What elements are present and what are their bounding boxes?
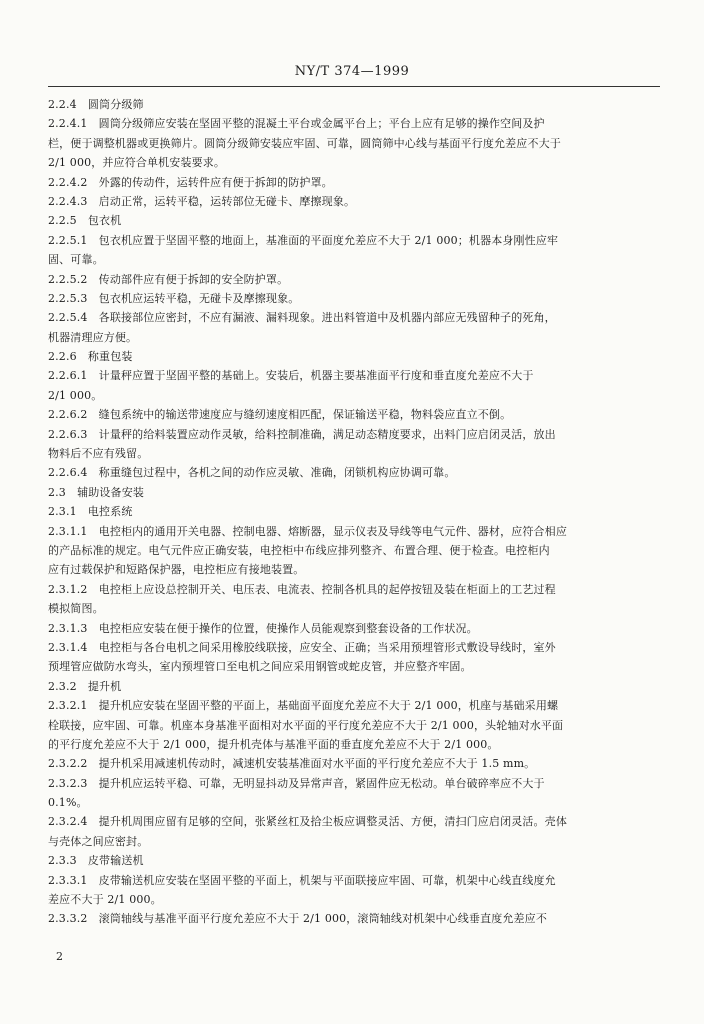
text-line: 2.2.4.2 外露的传动件，运转件应有便于拆卸的防护罩。 (48, 175, 333, 189)
text-line: 2.3.1.3 电控柜应安装在便于操作的位置，使操作人员能观察到整套设备的工作状况。 (48, 621, 478, 635)
text-line: 2.3.2 提升机 (48, 679, 122, 693)
text-line: 2.2.6.1 计量秤应置于坚固平整的基础上。安装后，机器主要基准面平行度和垂直度允差应不大于 (48, 369, 534, 383)
text-line: 2.2.4.1 圆筒分级筛应安装在坚固平整的混凝土平台或金属平台上；平台上应有足够的操作空间及护 (48, 117, 545, 131)
text-line: 物料后不应有残留。 (48, 447, 149, 461)
page-header: NY/T 374—1999 (294, 64, 410, 79)
text-line: 2.3.1.4 电控柜与各台电机之间采用橡胶线联接，应安全、正确；当采用预埋管形式敷设导线时，室外 (48, 640, 556, 654)
text-line: 2.2.6 称重包装 (48, 350, 133, 364)
text-line: 2.3.3.2 滚筒轴线与基准平面平行度允差应不大于 2/1 000，滚筒轴线对机架中心线垂直度允差应不 (48, 912, 547, 926)
text-line: 2.2.5 包衣机 (48, 214, 122, 228)
text-line: 2/1 000，并应符合单机安装要求。 (48, 156, 226, 170)
text-line: 2.2.6.4 称重缝包过程中，各机之间的动作应灵敏、准确，闭锁机构应协调可靠。 (48, 466, 456, 480)
text-line: 2.2.5.3 包衣机应运转平稳，无碰卡及摩擦现象。 (48, 291, 300, 305)
text-line: 2.2.4.3 启动正常，运转平稳，运转部位无碰卡、摩擦现象。 (48, 194, 356, 208)
text-line: 2.3.2.4 提升机周围应留有足够的空间，张紧丝杠及拾尘板应调整灵活、方便，清扫门应启闭灵活。壳体 (48, 815, 567, 829)
header-rule (48, 86, 660, 87)
text-line: 2.3.2.3 提升机应运转平稳、可靠，无明显抖动及异常声音，紧固件应无松动。单台破碎率应不大于 (48, 776, 545, 790)
text-line: 2.3.2.2 提升机采用减速机传动时，减速机安装基准面对水平面的平行度允差应不大于 1.5 mm。 (48, 757, 536, 771)
text-line: 预埋管应做防水弯头，室内预埋管口至电机之间应采用钢管或蛇皮管，并应整齐牢固。 (48, 660, 472, 674)
text-line: 0.1%。 (48, 796, 88, 810)
text-line: 的平行度允差应不大于 2/1 000，提升机壳体与基准平面的垂直度允差应不大于 2/1 000。 (48, 737, 499, 751)
text-line: 2.2.6.2 缝包系统中的输送带速度应与缝纫速度相匹配，保证输送平稳，物料袋应直立不倒。 (48, 408, 512, 422)
page-number: 2 (56, 950, 63, 963)
text-line: 2.2.5.1 包衣机应置于坚固平整的地面上，基准面的平面度允差应不大于 2/1 000；机器本身刚性应牢 (48, 233, 559, 247)
text-line: 2/1 000。 (48, 388, 103, 402)
text-line: 固、可靠。 (48, 253, 104, 267)
text-line: 2.2.4 圆筒分级筛 (48, 98, 144, 111)
text-line: 2.3 辅助设备安装 (48, 485, 144, 499)
text-line: 2.3.2.1 提升机应安装在坚固平整的平面上，基础面平面度允差应不大于 2/1 000，机座与基础采用螺 (48, 699, 559, 713)
text-line: 模拟简图。 (48, 602, 104, 616)
text-line: 2.2.5.2 传动部件应有便于拆卸的安全防护罩。 (48, 272, 289, 286)
text-line: 差应不大于 2/1 000。 (48, 893, 162, 907)
text-line: 应有过载保护和短路保护器，电控柜应有接地装置。 (48, 563, 305, 577)
text-line: 2.3.1 电控系统 (48, 505, 133, 519)
text-line: 2.3.3.1 皮带输送机应安装在坚固平整的平面上，机架与平面联接应牢固、可靠，机架中心线直线度允 (48, 873, 556, 887)
text-line: 栏，便于调整机器或更换筛片。圆筒分级筛安装应牢固、可靠，圆筒筛中心线与基面平行度允差应不大于 (48, 136, 561, 150)
text-line: 2.3.1.1 电控柜内的通用开关电器、控制电器、熔断器，显示仪表及导线等电气元件、器材，应符合相应 (48, 524, 567, 538)
text-line: 2.2.6.3 计量秤的给料装置应动作灵敏，给料控制准确，满足动态精度要求，出料门应启闭灵活，放出 (48, 427, 556, 441)
text-line: 机器清理应方便。 (48, 330, 138, 344)
document-body (48, 95, 660, 929)
text-line: 2.3.3 皮带输送机 (48, 854, 144, 868)
text-line: 栓联接，应牢固、可靠。机座本身基准平面相对水平面的平行度允差应不大于 2/1 000，头轮轴对水平面 (48, 718, 564, 732)
text-line: 2.3.1.2 电控柜上应设总控制开关、电压表、电流表、控制各机具的起停按钮及装在柜面上的工艺过程 (48, 582, 556, 596)
text-line: 与壳体之间应密封。 (48, 834, 149, 848)
text-line: 的产品标准的规定。电气元件应正确安装，电控柜中布线应排列整齐、布置合理、便于检查。电控柜内 (48, 543, 550, 557)
text-line: 2.2.5.4 各联接部位应密封，不应有漏液、漏料现象。进出料管道中及机器内部应无残留种子的死角， (48, 311, 556, 325)
